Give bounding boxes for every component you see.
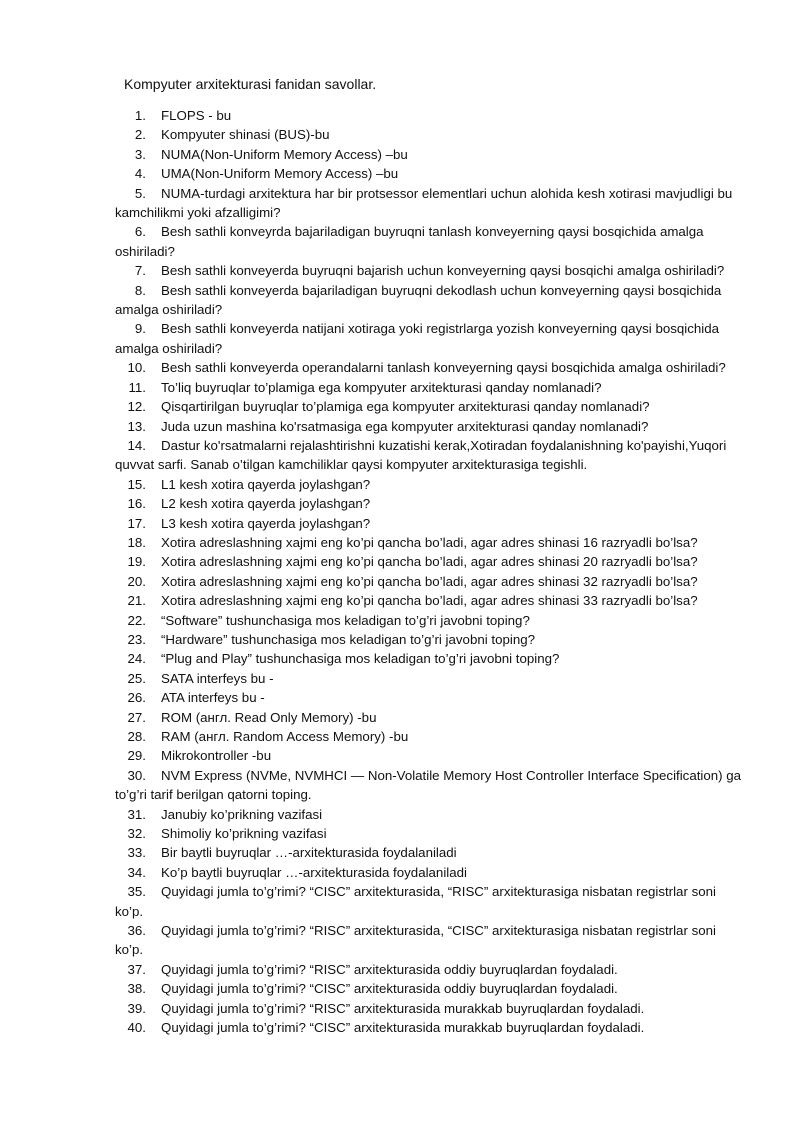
question-number: 21. [127,593,146,609]
question-number: 33. [127,845,146,861]
question-text: Quyidagi jumla to’g’rimi? “CISC” arxitekturasida oddiy buyruqlardan foydaladi. [161,981,618,997]
question-item [115,106,745,125]
question-text: Mikrokontroller -bu [161,748,272,764]
question-number: 4. [134,166,146,182]
question-number: 29. [127,748,146,764]
question-text: Quyidagi jumla to’g’rimi? “CISC” arxitekturasida murakkab buyruqlardan foydaladi. [161,1020,645,1036]
question-number: 19. [127,554,146,570]
question-item [115,494,745,513]
question-text: L1 kesh xotira qayerda joylashgan? [161,476,371,492]
question-number: 20. [127,573,146,589]
question-number: 30. [127,767,146,783]
question-item [115,1018,745,1037]
question-item [115,436,745,475]
question-text: Qisqartirilgan buyruqlar to’plamiga ega kompyuter arxitekturasi qanday nomlanadi? [161,399,650,415]
question-number: 31. [127,806,146,822]
question-number: 8. [134,282,146,298]
question-text: “Plug and Play” tushunchasiga mos keladigan to’g’ri javobni toping? [161,651,560,667]
question-item [115,281,745,320]
question-number: 23. [127,631,146,647]
question-number: 39. [127,1000,146,1016]
question-text: Kompyuter shinasi (BUS)-bu [161,127,330,143]
document-title: Kompyuter arxitekturasi fanidan savollar. [124,76,377,92]
question-number: 28. [127,729,146,744]
question-number: 24. [127,651,146,667]
question-number: 27. [127,709,146,725]
question-number: 37. [127,961,146,977]
question-number: 14. [127,437,146,453]
question-text: Xotira adreslashning xajmi eng ko’pi qancha bo’ladi, agar adres shinasi 33 razryadli bo’lsa? [161,593,698,609]
question-item [115,863,745,882]
question-item [115,824,745,843]
question-number: 11. [128,379,146,395]
question-number: 2. [134,127,146,143]
question-item [115,882,745,921]
question-text: Shimoliy ko’prikning vazifasi [161,826,327,842]
question-item [115,397,745,416]
question-number: 18. [127,534,146,550]
question-item [115,145,745,164]
question-text: Janubiy ko’prikning vazifasi [161,806,323,822]
question-text: Ko’p baytli buyruqlar …-arxitekturasida foydalaniladi [161,864,467,880]
question-number: 9. [134,321,146,337]
question-item [115,222,745,261]
question-text: Quyidagi jumla to’g’rimi? “RISC” arxitekturasida, “CISC” arxitekturasiga nisbatan registrlar soni ko’p. [115,923,716,958]
question-item [115,358,745,377]
question-text: Quyidagi jumla to’g’rimi? “RISC” arxitekturasida murakkab buyruqlardan foydaladi. [161,1000,645,1016]
question-item [115,611,745,630]
question-text: Quyidagi jumla to’g’rimi? “RISC” arxitekturasida oddiy buyruqlardan foydaladi. [161,961,618,977]
question-item [115,805,745,824]
question-item [115,688,745,707]
question-item [115,514,745,533]
question-item [115,630,745,649]
question-number: 16. [127,496,146,512]
question-number: 25. [127,670,146,686]
question-number: 17. [127,515,146,531]
question-text: ROM (англ. Read Only Memory) -bu [161,709,377,725]
question-number: 3. [134,146,146,162]
question-text: Besh sathli konveyrda bajariladigan buyruqni tanlash konveyerning qaysi bosqichida amalga oshiriladi? [115,224,704,259]
question-text: “Software” tushunchasiga mos keladigan to’g’ri javobni toping? [161,612,530,628]
question-text: Besh sathli konveyerda buyruqni bajarish uchun konveyerning qaysi bosqichi amalga oshiriladi? [161,263,725,279]
question-item [115,979,745,998]
question-text: NUMA(Non-Uniform Memory Access) –bu [161,146,408,162]
question-text: UMA(Non-Uniform Memory Access) –bu [161,166,399,182]
question-item [115,319,745,358]
question-number: 32. [127,826,146,842]
question-item [115,921,745,960]
question-item [115,708,745,727]
question-text: NUMA-turdagi arxitektura har bir protsessor elementlari uchun alohida kesh xotirasi mavjudligi bu kamchilikmi yoki afzalligimi? [115,185,733,221]
question-number: 15. [127,476,146,492]
question-item [115,184,745,223]
question-item [115,572,745,591]
question-item [115,591,745,610]
question-text: SATA interfeys bu - [161,670,274,686]
question-item [115,960,745,979]
question-text: Xotira adreslashning xajmi eng ko’pi qancha bo’ladi, agar adres shinasi 32 razryadli bo’lsa? [161,573,698,589]
question-item [115,125,745,144]
question-item [115,378,745,397]
question-text: ATA interfeys bu - [161,690,265,706]
question-text: L2 kesh xotira qayerda joylashgan? [161,496,371,512]
question-text: L3 kesh xotira qayerda joylashgan? [161,515,371,531]
question-text: Besh sathli konveyerda operandalarni tanlash konveyerning qaysi bosqichida amalga oshiriladi? [161,360,726,376]
question-number: 34. [127,864,146,880]
question-number: 6. [134,224,146,240]
question-text: To’liq buyruqlar to’plamiga ega kompyuter arxitekturasi qanday nomlanadi? [161,379,602,395]
question-item [115,475,745,494]
question-number: 7. [134,263,146,279]
question-item [115,746,745,765]
question-item [115,669,745,688]
question-number: 38. [127,981,146,997]
question-text: Besh sathli konveyerda natijani xotiraga yoki registrlarga yozish konveyerning qaysi bosqichida amalga oshiriladi? [115,321,720,356]
question-text: Bir baytli buyruqlar …-arxitekturasida foydalaniladi [161,845,457,861]
question-item [115,261,745,280]
question-number: 12. [127,399,146,415]
question-number: 10. [127,360,146,376]
question-item [115,766,745,805]
question-text: RAM (англ. Random Access Memory) -bu [161,729,409,744]
question-text: NVM Express (NVMe, NVMHCI — Non-Volatile Memory Host Controller Interface Specification) ga to’g’ri tarif berilgan qatorni toping. [115,767,742,803]
question-number: 40. [127,1020,146,1036]
question-item [115,727,745,746]
question-text: Xotira adreslashning xajmi eng ko’pi qancha bo’ladi, agar adres shinasi 16 razryadli bo’lsa? [161,534,698,550]
question-number: 36. [127,923,146,939]
question-number: 26. [127,690,146,706]
question-number: 1. [134,108,146,123]
question-number: 5. [134,185,146,201]
question-text: Besh sathli konveyerda bajariladigan buyruqni dekodlash uchun konveyerning qaysi bosqichida amalga oshiriladi? [115,282,722,318]
question-item [115,164,745,183]
question-item [115,552,745,571]
question-text: FLOPS - bu [161,108,232,123]
question-item [115,649,745,668]
question-text: “Hardware” tushunchasiga mos keladigan to’g’ri javobni toping? [161,631,536,647]
question-text: Quyidagi jumla to’g’rimi? “CISC” arxitekturasida, “RISC” arxitekturasiga nisbatan registrlar soni ko’p. [115,884,716,919]
question-list [115,106,745,1038]
question-item [115,533,745,552]
question-text: Xotira adreslashning xajmi eng ko’pi qancha bo’ladi, agar adres shinasi 20 razryadli bo’lsa? [161,554,698,570]
question-number: 35. [127,884,146,900]
question-item [115,999,745,1018]
question-number: 13. [127,418,146,434]
question-item [115,417,745,436]
question-number: 22. [127,612,146,628]
question-text: Dastur ko'rsatmalarni rejalashtirishni kuzatishi kerak,Xotiradan foydalanishning ko'payishi,Yuqori quvvat sarfi. Sanab o’tilgan kamchiliklar qaysi kompyuter arxitekturasiga tegishli. [115,437,727,473]
question-text: Juda uzun mashina ko'rsatmasiga ega kompyuter arxitekturasi qanday nomlanadi? [161,418,649,434]
question-item [115,843,745,862]
